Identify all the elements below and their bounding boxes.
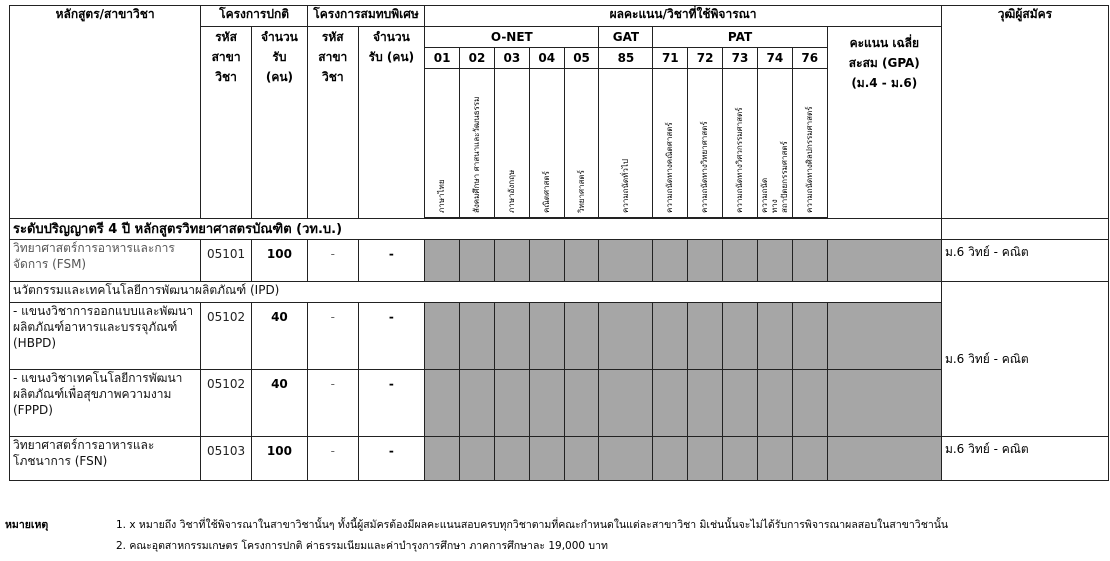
reg-seats: 40 — [251, 303, 307, 370]
program-name: - แขนงวิชาการออกแบบและพัฒนาผลิตภัณฑ์อาหารและบรรจุภัณฑ์ (HBPD) — [10, 303, 201, 370]
sp-code: - — [307, 437, 358, 481]
header-program: หลักสูตร/สาขาวิชา — [10, 6, 201, 219]
subject-thai: ภาษาไทย — [437, 179, 447, 213]
note-2: 2. คณะอุตสาหกรรมเกษตร โครงการปกติ ค่าธรรมเนียมและค่าบำรุงการศึกษา ภาคการศึกษาละ 19,000 บาท — [116, 540, 608, 552]
sp-code: - — [307, 303, 358, 370]
code-71: 71 — [653, 48, 688, 69]
table-row — [10, 240, 1109, 282]
code-74: 74 — [757, 48, 792, 69]
reg-seats: 100 — [251, 240, 307, 282]
reg-code: 05103 — [201, 437, 252, 481]
qualification: ม.6 วิทย์ - คณิต — [941, 437, 1108, 481]
reg-seats: 100 — [251, 437, 307, 481]
subject-pat1: ความถนัดทางคณิตศาสตร์ — [665, 122, 675, 213]
subject-pat6: ความถนัดทางศิลปกรรมศาสตร์ — [804, 106, 814, 213]
notes-label: หมายเหตุ — [5, 519, 49, 531]
code-05: 05 — [564, 48, 599, 69]
header-gat: GAT — [599, 27, 653, 48]
subject-pat2: ความถนัดทางวิทยาศาสตร์ — [700, 121, 710, 213]
subject-science: วิทยาศาสตร์ — [576, 170, 586, 213]
program-name: - แขนงวิชาเทคโนโลยีการพัฒนาผลิตภัณฑ์เพื่อสุขภาพความงาม (FPPD) — [10, 370, 201, 437]
sp-code: - — [307, 240, 358, 282]
admission-table — [9, 5, 1109, 481]
note-1: 1. x หมายถึง วิชาที่ใช้พิจารณาในสาขาวิชานั้นๆ ทั้งนี้ผู้สมัครต้องมีผลคะแนนสอบครบทุกวิชาตามที่คณะกำหนดในแต่ละสาขาวิชา มิเช่นนั้นจะไม่ได้รับการพิจารณาผลสอบในสาขาวิชานั้น — [116, 519, 949, 531]
group-row — [10, 282, 1109, 303]
header-qualification: วุฒิผู้สมัคร — [941, 6, 1108, 219]
sp-seats: - — [358, 370, 425, 437]
code-04: 04 — [529, 48, 564, 69]
program-name: วิทยาศาสตร์การอาหารและโภชนาการ (FSN) — [10, 437, 201, 481]
reg-seats: 40 — [251, 370, 307, 437]
code-01: 01 — [425, 48, 460, 69]
code-73: 73 — [723, 48, 758, 69]
reg-code: 05102 — [201, 303, 252, 370]
header-regular: โครงการปกติ — [201, 6, 308, 27]
table-row — [10, 437, 1109, 481]
code-85: 85 — [599, 48, 653, 69]
header-sp-seats: จำนวน รับ (คน) — [358, 27, 425, 219]
code-72: 72 — [688, 48, 723, 69]
sp-code: - — [307, 370, 358, 437]
program-name: วิทยาศาสตร์การอาหารและการจัดการ (FSM) — [10, 240, 201, 282]
header-special: โครงการสมทบพิเศษ — [307, 6, 424, 27]
subject-pat4: ความถนัดทางสถาปัตยกรรมศาสตร์ — [759, 141, 789, 213]
subject-pat3: ความถนัดทางวิศวกรรมศาสตร์ — [735, 107, 744, 213]
qualification: ม.6 วิทย์ - คณิต — [941, 240, 1108, 282]
subject-gat: ความถนัดทั่วไป — [620, 159, 630, 213]
code-03: 03 — [494, 48, 529, 69]
header-reg-code: รหัส สาขา วิชา — [201, 27, 252, 219]
subject-english: ภาษาอังกฤษ — [506, 169, 516, 213]
sp-seats: - — [358, 303, 425, 370]
header-onet: O-NET — [425, 27, 599, 48]
qualification: ม.6 วิทย์ - คณิต — [941, 282, 1108, 437]
header-scores: ผลคะแนน/วิชาที่ใช้พิจารณา — [425, 6, 942, 27]
sp-seats: - — [358, 240, 425, 282]
header-reg-seats: จำนวน รับ (คน) — [251, 27, 307, 219]
reg-code: 05101 — [201, 240, 252, 282]
code-02: 02 — [460, 48, 495, 69]
header-sp-code: รหัส สาขา วิชา — [307, 27, 358, 219]
section-title: ระดับปริญญาตรี 4 ปี หลักสูตรวิทยาศาสตรบัณฑิต (วท.บ.) — [10, 219, 942, 240]
subject-math: คณิตศาสตร์ — [541, 171, 551, 213]
group-title: นวัตกรรมและเทคโนโลยีการพัฒนาผลิตภัณฑ์ (IPD) — [10, 282, 942, 303]
code-76: 76 — [792, 48, 827, 69]
subject-social: สังคมศึกษา ศาสนาและวัฒนธรรม — [471, 96, 481, 213]
header-gpa: คะแนน เฉลี่ยสะสม (GPA) (ม.4 - ม.6) — [827, 27, 941, 219]
header-pat: PAT — [653, 27, 827, 48]
sp-seats: - — [358, 437, 425, 481]
reg-code: 05102 — [201, 370, 252, 437]
